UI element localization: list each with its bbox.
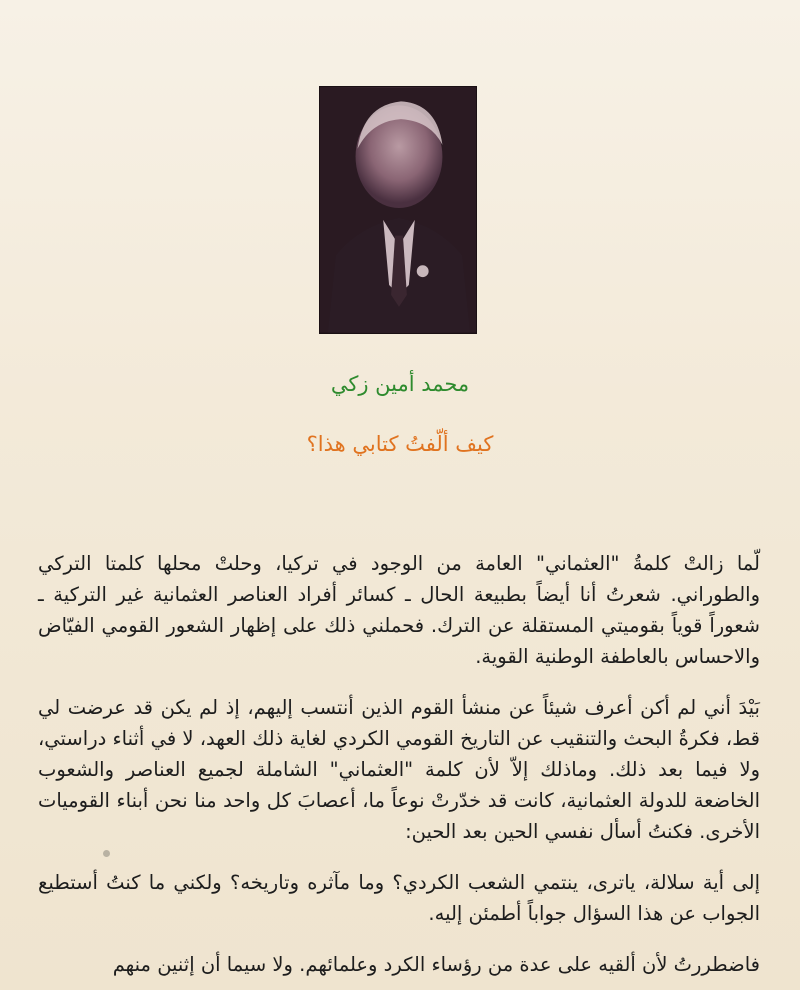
body-text (38, 548, 760, 990)
author-portrait-photo (319, 86, 477, 334)
paragraph: بَيْدَ أني لم أكن أعرف شيئاً عن منشأ القوم الذين أنتسب إليهم، إذ لم يكن قد عرضت لي قط، فكرةُ البحث والتنقيب عن التاريخ القومي الكردي لغاية ذلك العهد، لا في أثناء دراستي، ولا فيما بعد ذلك. وماذلك إلاّ لأن كلمة "العثماني" الشاملة لجميع العناصر والشعوب الخاضعة للدولة العثمانية، كانت قد خدّرتْ نوعاً ما، أعصابَ كل واحد منا نحن أبناء القوميات الأخرى. فكنتُ أسأل نفسي الحين بعد الحين: (38, 696, 760, 843)
portrait-silhouette-icon (320, 87, 476, 333)
paragraph: إلى أية سلالة، ياترى، ينتمي الشعب الكردي؟ وما مآثره وتاريخه؟ ولكني ما كنتُ أستطيع الجواب عن هذا السؤال جواباً أطمئن إليه. (38, 871, 760, 925)
chapter-title: كيف ألّفتُ كتابي هذا؟ (306, 432, 494, 456)
author-name: محمد أمين زكي (330, 372, 470, 396)
paragraph: لّما زالتْ كلمةُ "العثماني" العامة من الوجود في تركيا، وحلتْ محلها كلمتا التركي والطوراني. شعرتُ أنا أيضاً بطبيعة الحال ـ كسائر أفراد العناصر العثمانية غير التركية ـ شعوراً قوياً بقوميتي المستقلة عن الترك. فحملني ذلك على إظهار الشعور القومي الفيّاض والاحساس بالعاطفة الوطنية القوية. (38, 552, 760, 668)
margin-dot (103, 850, 110, 857)
paragraph: فاضطررتُ لأن ألقيه على عدة من رؤساء الكرد وعلمائهم. ولا سيما أن إثنين منهم (112, 953, 760, 976)
